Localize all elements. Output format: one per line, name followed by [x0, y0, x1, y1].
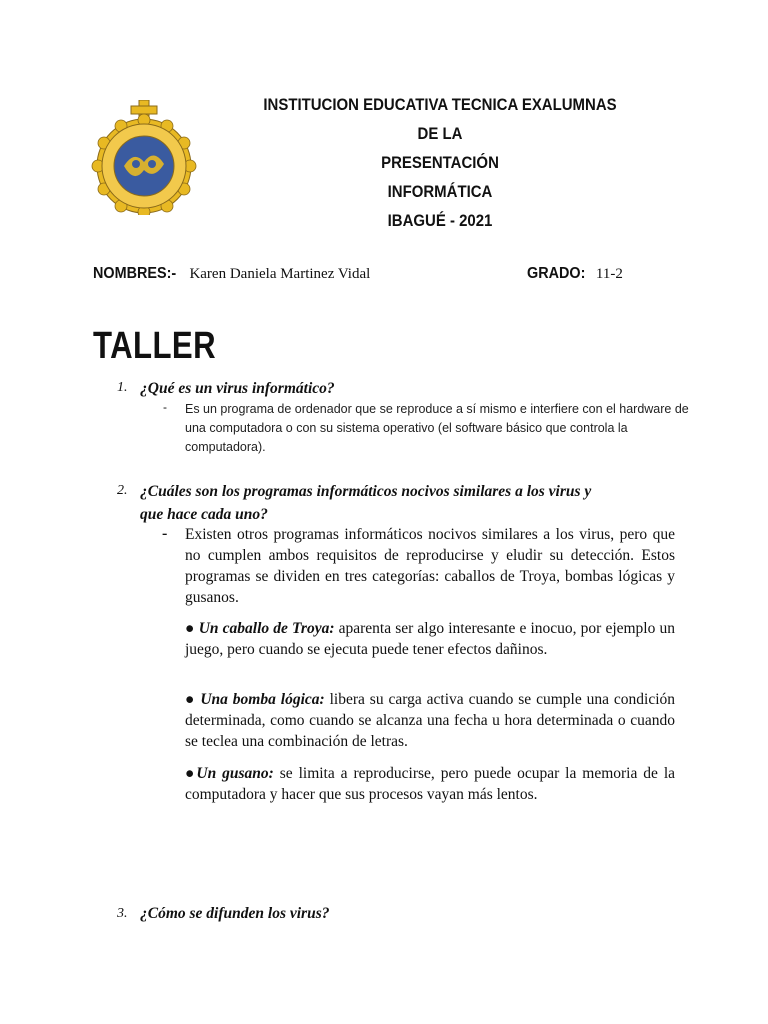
desc-caballo-troya: aparenta ser algo interesante e inocuo, por ejemplo un juego, pero cuando se ejecuta puede tener efectos dañinos. — [185, 620, 675, 658]
desc-gusano: se limita a reproducirse, pero puede ocupar la memoria de la computadora y hacer que sus procesos vayan más lentos. — [185, 765, 675, 803]
question-2-text-line1: ¿Cuáles son los programas informáticos nocivos similares a los virus y — [140, 483, 592, 500]
header-subject: INFORMÁTICA — [387, 182, 493, 201]
list-item-bomba-logica — [185, 689, 675, 752]
header-city-year: IBAGUÉ - 2021 — [387, 211, 493, 230]
question-3-text: ¿Cómo se difunden los virus? — [140, 905, 330, 922]
question-1-text: ¿Qué es un virus informático? — [140, 380, 335, 397]
term-caballo-troya: Un caballo de Troya: — [198, 620, 335, 637]
header-presentacion: PRESENTACIÓN — [381, 153, 499, 172]
names-label: NOMBRES:- — [93, 265, 177, 282]
desc-bomba-logica: libera su carga activa cuando se cumple una condición determinada, como cuando se alcanza una fecha u hora determinada o cuando se teclea una combinación de letras. — [185, 691, 676, 750]
bullet-icon: ● — [185, 765, 197, 782]
page-title: TALLER — [93, 325, 217, 367]
names-value: Karen Daniela Martinez Vidal — [189, 266, 371, 282]
grade-value: 11-2 — [595, 266, 623, 282]
bullet-icon: ● — [185, 620, 195, 637]
school-seal-icon — [88, 100, 200, 215]
answer-2-dash: - — [162, 525, 168, 542]
term-bomba-logica: Una bomba lógica: — [200, 691, 325, 708]
document-header — [255, 90, 625, 235]
question-3-number: 3. — [117, 906, 128, 921]
answer-2-text: Existen otros programas informáticos nocivos similares a los virus, pero que no cumplen ambos requisitos de reproducirse y eludir su detección. Estos programas se dividen en tres categorías: caballos de Troya, bombas lógicas y gusanos. — [185, 526, 675, 606]
grade-label: GRADO: — [527, 265, 586, 282]
question-2-text-line2: que hace cada uno? — [140, 506, 268, 523]
term-gusano: Un gusano: — [196, 765, 274, 782]
answer-1-dash: - — [163, 400, 167, 414]
list-item-gusano — [185, 763, 675, 805]
bullet-icon: ● — [185, 691, 196, 708]
question-1-number: 1. — [117, 380, 128, 395]
answer-1-text: Es un programa de ordenador que se reproduce a sí mismo e interfiere con el hardware de una computadora o con su sistema operativo (el software básico que controla la computadora). — [185, 402, 689, 454]
question-2-number: 2. — [117, 483, 128, 498]
school-logo — [88, 100, 200, 215]
list-item-caballo-troya — [185, 618, 675, 660]
grade-row — [527, 265, 623, 283]
names-row — [93, 265, 370, 283]
header-institution: INSTITUCION EDUCATIVA TECNICA EXALUMNAS DE LA — [263, 95, 617, 143]
